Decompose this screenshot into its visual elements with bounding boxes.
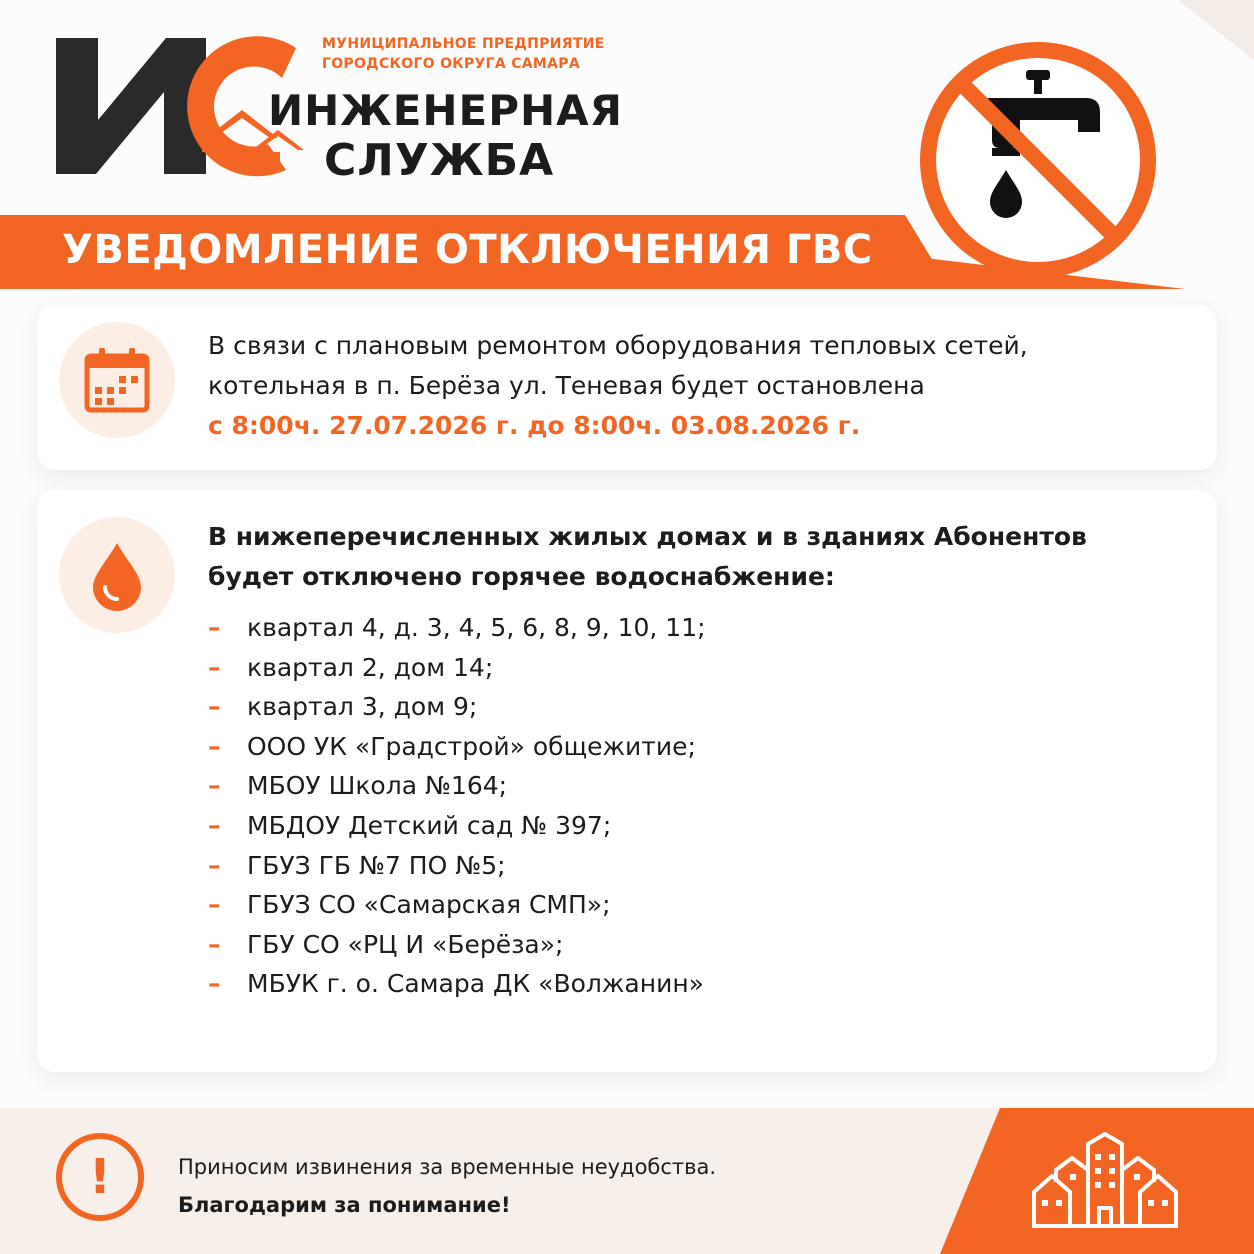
affected-intro-line2: будет отключено горячее водоснабжение:: [208, 562, 835, 591]
list-item: – ГБУ СО «РЦ И «Берёза»;: [208, 925, 1198, 965]
list-item: – квартал 2, дом 14;: [208, 648, 1198, 688]
notice-period: с 8:00ч. 27.07.2026 г. до 8:00ч. 03.08.2026 г.: [208, 411, 861, 440]
logo-subtitle-line2: ГОРОДСКОГО ОКРУГА САМАРА: [322, 56, 580, 72]
list-item: – квартал 4, д. 3, 4, 5, 6, 8, 9, 10, 11;: [208, 608, 1198, 648]
list-dash: –: [208, 692, 221, 722]
no-water-tap-icon: [918, 40, 1158, 280]
list-dash: –: [208, 969, 221, 999]
calendar-icon-badge: [59, 322, 175, 438]
notice-text: [208, 326, 1198, 446]
list-dash: –: [208, 850, 221, 880]
list-item: – ГБУЗ ГБ №7 ПО №5;: [208, 846, 1198, 886]
water-drop-icon-badge: [59, 517, 175, 633]
list-dash: –: [208, 731, 221, 761]
corner-decoration: [1158, 0, 1254, 60]
list-item: – квартал 3, дом 9;: [208, 687, 1198, 727]
water-drop-icon: [85, 539, 149, 611]
list-dash: –: [208, 771, 221, 801]
logo-name-line1: ИНЖЕНЕРНАЯ: [268, 86, 624, 135]
page-title: УВЕДОМЛЕНИЕ ОТКЛЮЧЕНИЯ ГВС: [62, 227, 873, 273]
buildings-icon: [1030, 1130, 1180, 1230]
footer-text: [178, 1148, 716, 1224]
logo-name: [268, 86, 623, 186]
affected-intro: [208, 517, 1198, 597]
footer-thanks: Благодарим за понимание!: [178, 1193, 511, 1217]
logo-subtitle-line1: МУНИЦИПАЛЬНОЕ ПРЕДПРИЯТИЕ: [322, 36, 605, 52]
address-list: [208, 608, 1198, 1004]
exclamation-icon: [56, 1133, 144, 1221]
list-item: – МБУК г. о. Самара ДК «Волжанин»: [208, 964, 1198, 1004]
footer-apology: Приносим извинения за временные неудобства.: [178, 1155, 717, 1179]
calendar-icon: [81, 344, 153, 416]
list-item: – ГБУЗ СО «Самарская СМП»;: [208, 885, 1198, 925]
list-dash: –: [208, 810, 221, 840]
list-item: – МБДОУ Детский сад № 397;: [208, 806, 1198, 846]
list-dash: –: [208, 929, 221, 959]
list-dash: –: [208, 652, 221, 682]
logo-name-line2: СЛУЖБА: [324, 135, 555, 186]
notice-line1: В связи с плановым ремонтом оборудования тепловых сетей,: [208, 331, 1028, 360]
list-dash: –: [208, 890, 221, 920]
affected-intro-line1: В нижеперечисленных жилых домах и в зданиях Абонентов: [208, 522, 1087, 551]
list-item: – МБОУ Школа №164;: [208, 766, 1198, 806]
list-dash: –: [208, 613, 221, 642]
list-item: – ООО УК «Градстрой» общежитие;: [208, 727, 1198, 767]
exclamation-mark: !: [89, 1149, 111, 1205]
logo-subtitle: [322, 34, 622, 74]
notice-line2: котельная в п. Берёза ул. Теневая будет остановлена: [208, 371, 925, 400]
